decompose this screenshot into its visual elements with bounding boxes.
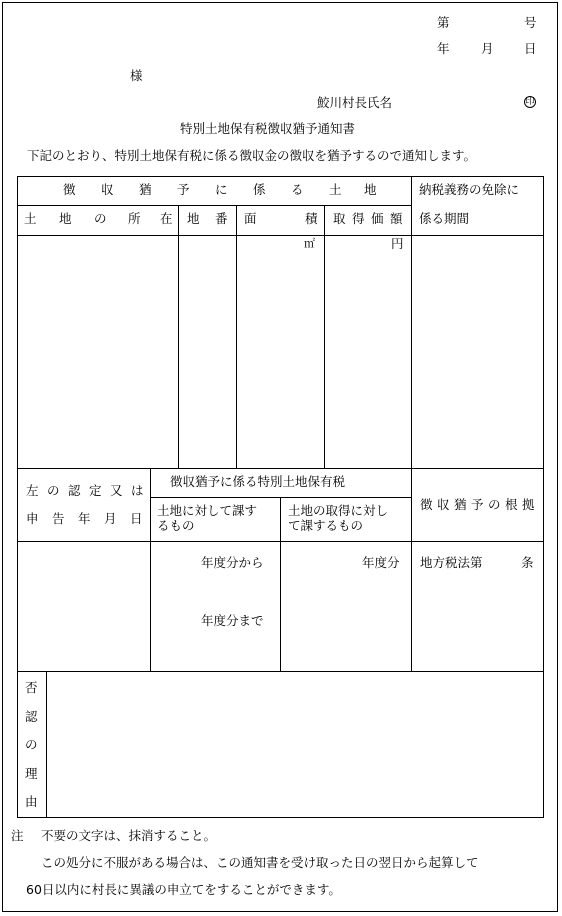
unit-price: 円 [391, 236, 404, 251]
cert-date-char: 又 [110, 483, 123, 498]
denial-char: 理 [25, 766, 38, 781]
table-line [17, 205, 411, 206]
fiscal-year-from: 年度分から [201, 555, 264, 570]
col-price-char: 得 [352, 211, 365, 226]
exemption-header-line1: 納税義務の免除に [419, 182, 520, 197]
col-location-char: 在 [160, 211, 173, 226]
note-line1: 不要の文字は、抹消すること。 [41, 828, 217, 843]
land-header-char: 猶 [139, 182, 152, 197]
number-suffix: 号 [524, 15, 537, 30]
land-header-char: 予 [177, 182, 190, 197]
col-price-char: 取 [333, 211, 346, 226]
cert-date-char: 月 [104, 511, 117, 526]
col-chiban-char: 番 [215, 211, 228, 226]
land-header-char: 地 [364, 182, 377, 197]
table-line [411, 176, 412, 671]
table-line [236, 205, 237, 468]
cert-date-char: は [131, 483, 144, 498]
denial-char: 由 [25, 794, 38, 809]
basis-char: 収 [437, 497, 450, 512]
exemption-header-line2: 係る期間 [419, 211, 470, 226]
document-title: 特別土地保有税徴収猶予通知書 [180, 121, 356, 136]
number-prefix: 第 [437, 15, 450, 30]
table-line [150, 468, 151, 671]
addressee-honorific: 様 [130, 68, 143, 83]
table-line [17, 671, 544, 672]
col-area-char: 積 [305, 211, 318, 226]
land-header-char: 徴 [63, 182, 76, 197]
note-line2: この処分に不服がある場合は、この通知書を受け取った日の翌日から起算して [41, 855, 479, 870]
cert-date-char: 認 [68, 483, 81, 498]
basis-char: 猶 [454, 497, 467, 512]
cert-date-char: 左 [26, 483, 39, 498]
intro-text: 下記のとおり、特別土地保有税に係る徴収金の徴収を猶予するので通知します。 [27, 148, 477, 163]
col-location-char: 所 [128, 211, 141, 226]
table-line [17, 468, 544, 469]
col-location-char: の [94, 211, 107, 226]
note-label: 注 [11, 828, 24, 843]
cert-date-char: 告 [52, 511, 65, 526]
deferred-tax-header: 徴収猶予に係る特別土地保有税 [170, 474, 346, 489]
col-price-char: 価 [371, 211, 384, 226]
denial-char: 認 [25, 709, 38, 724]
col-chiban-char: 地 [187, 211, 200, 226]
table-bottom-line [17, 817, 544, 818]
cert-date-char: 定 [89, 483, 102, 498]
cert-date-char: 日 [130, 511, 143, 526]
date-day-label: 日 [524, 41, 537, 56]
land-header-char: 土 [329, 182, 342, 197]
basis-char: 予 [471, 497, 484, 512]
form-border [2, 2, 558, 912]
date-month-label: 月 [481, 41, 494, 56]
on-land-line1: 土地に対して課す [157, 503, 258, 518]
table-line [324, 205, 325, 468]
on-acquisition-line1: 土地の取得に対し [288, 503, 389, 518]
denial-char: 否 [25, 680, 38, 695]
table-right-line [543, 176, 544, 817]
unit-area: ㎡ [304, 237, 315, 250]
local-tax-law-label: 地方税法第 [420, 555, 483, 570]
seal-char: 印 [525, 97, 535, 107]
cert-date-char: 年 [78, 511, 91, 526]
land-header-char: 収 [101, 182, 114, 197]
cert-date-char: の [47, 483, 60, 498]
table-line [17, 235, 544, 236]
table-line [178, 205, 179, 468]
table-top-line [17, 176, 544, 177]
fiscal-year-to: 年度分まで [201, 613, 264, 628]
cert-date-char: 申 [26, 511, 39, 526]
basis-char: 拠 [522, 497, 535, 512]
basis-char: 根 [505, 497, 518, 512]
date-year-label: 年 [437, 41, 450, 56]
on-acquisition-line2: て課するもの [288, 518, 364, 533]
col-price-char: 額 [390, 211, 403, 226]
on-land-line2: るもの [157, 518, 195, 533]
col-location-char: 土 [24, 211, 37, 226]
land-header-char: に [215, 182, 228, 197]
basis-char: 徴 [420, 497, 433, 512]
col-location-char: 地 [59, 211, 72, 226]
table-line [280, 497, 281, 671]
mayor-name-label: 鮫川村長氏名 [317, 95, 393, 110]
table-left-line [17, 176, 18, 817]
note-line3: 60日以内に村長に異議の申立てをすることができます。 [26, 882, 341, 897]
col-area-char: 面 [244, 211, 257, 226]
article-label: 条 [521, 555, 534, 570]
denial-char: の [25, 737, 38, 752]
seal-mark [523, 95, 537, 109]
land-header-char: る [291, 182, 304, 197]
fiscal-year: 年度分 [362, 555, 400, 570]
land-header-char: 係 [253, 182, 266, 197]
basis-char: の [488, 497, 501, 512]
table-line [46, 671, 47, 817]
